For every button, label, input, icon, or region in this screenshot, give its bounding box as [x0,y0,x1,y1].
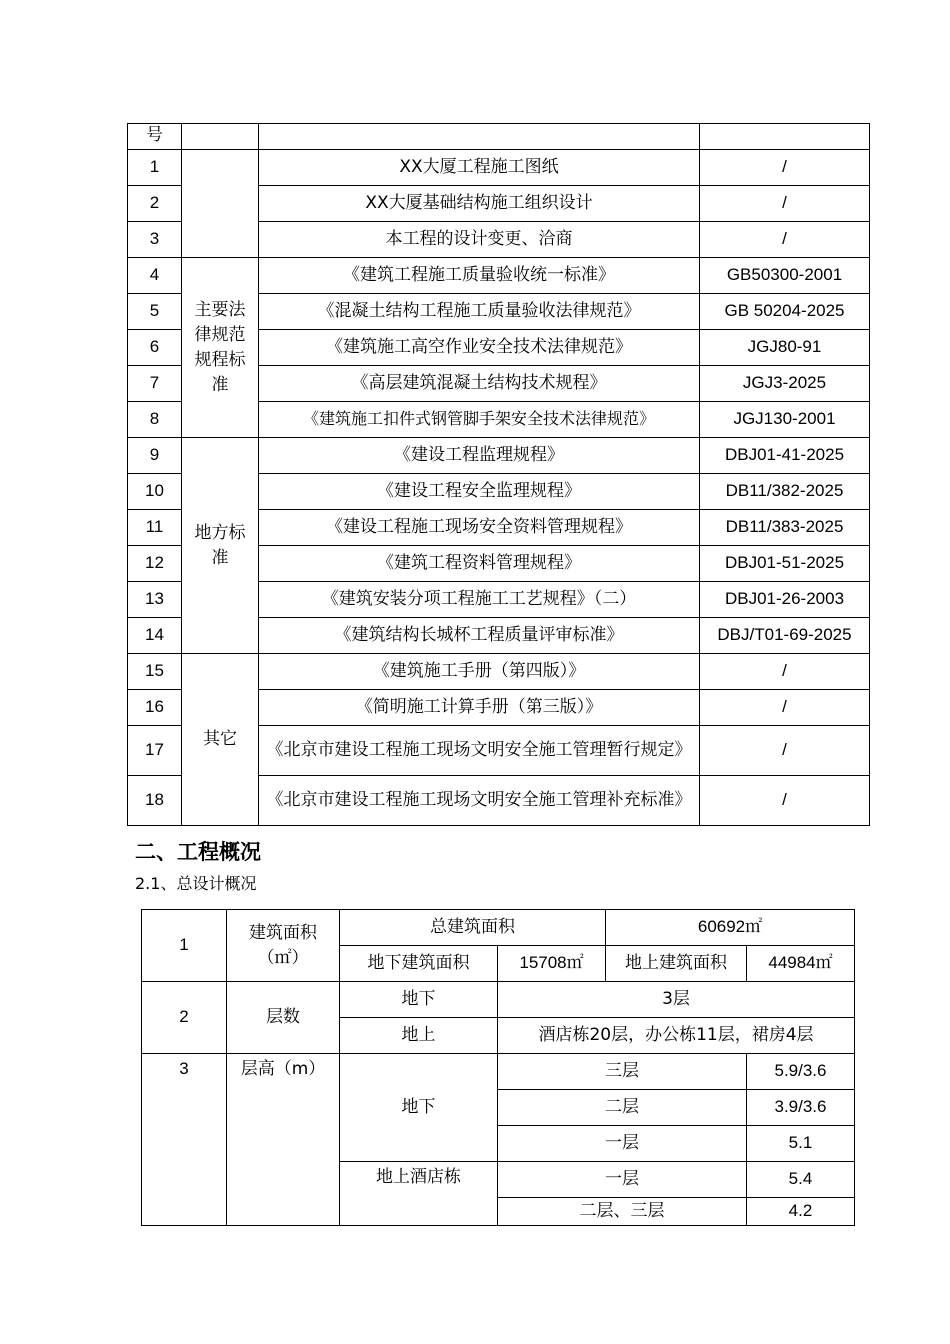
header-no: 号 [128,124,182,150]
row-code: JGJ80-91 [700,330,870,366]
row-no: 8 [128,402,182,438]
table-row [142,982,855,1018]
header-name [259,124,700,150]
floors-aboveground-label: 地上 [340,1018,498,1054]
floor-name: 三层 [498,1054,747,1090]
row-code: GB50300-2001 [700,258,870,294]
row-code: / [700,654,870,690]
floor-height: 5.1 [747,1126,855,1162]
header-category [182,124,259,150]
row-no: 3 [142,1054,227,1226]
row-code: JGJ130-2001 [700,402,870,438]
row-name: 《建设工程施工现场安全资料管理规程》 [259,510,700,546]
floor-name: 一层 [498,1126,747,1162]
row-no: 1 [128,150,182,186]
row-code: DB11/382-2025 [700,474,870,510]
row-no: 9 [128,438,182,474]
row-name: 《北京市建设工程施工现场文明安全施工管理补充标准》 [259,776,700,826]
floor-height: 5.4 [747,1162,855,1198]
row-code: / [700,726,870,776]
row-code: DB11/383-2025 [700,510,870,546]
row-code: / [700,186,870,222]
table-row [128,258,870,294]
floor-name: 一层 [498,1162,747,1198]
row-name: 《北京市建设工程施工现场文明安全施工管理暂行规定》 [259,726,700,776]
table-row [128,438,870,474]
row-no: 13 [128,582,182,618]
reference-table [127,123,870,826]
row-code: / [700,150,870,186]
row-name: 《混凝土结构工程施工质量验收法律规范》 [259,294,700,330]
row-name: 《建筑施工扣件式钢管脚手架安全技术法律规范》 [259,402,700,438]
table-row [128,654,870,690]
row-name: 本工程的设计变更、洽商 [259,222,700,258]
floor-name: 二层 [498,1090,747,1126]
underground-area-value: 15708㎡ [498,946,606,982]
row-no: 12 [128,546,182,582]
group-laws: 主要法律规范规程标准 [182,258,259,438]
row-no: 14 [128,618,182,654]
row-no: 5 [128,294,182,330]
header-code [700,124,870,150]
floor-height: 5.9/3.6 [747,1054,855,1090]
row-code: JGJ3-2025 [700,366,870,402]
table-row [142,910,855,946]
row-no: 18 [128,776,182,826]
floor-height: 3.9/3.6 [747,1090,855,1126]
underground-area-label: 地下建筑面积 [340,946,498,982]
row-no: 1 [142,910,227,982]
row-no: 7 [128,366,182,402]
aboveground-area-label: 地上建筑面积 [606,946,747,982]
table-row [142,1054,855,1090]
row-no: 2 [142,982,227,1054]
row-name: 《建筑工程施工质量验收统一标准》 [259,258,700,294]
total-area-value: 60692㎡ [606,910,855,946]
total-area-label: 总建筑面积 [340,910,606,946]
row-no: 2 [128,186,182,222]
row-name: 《建筑施工高空作业安全技术法律规范》 [259,330,700,366]
row-name: 《建设工程监理规程》 [259,438,700,474]
floor-name: 二层、三层 [498,1198,747,1226]
design-overview-table [141,909,855,1226]
row-code: GB 50204-2025 [700,294,870,330]
height-label: 层高（m） [227,1054,340,1226]
area-label: 建筑面积（㎡） [227,910,340,982]
row-name: XX大厦工程施工图纸 [259,150,700,186]
row-code: DBJ/T01-69-2025 [700,618,870,654]
row-no: 17 [128,726,182,776]
row-no: 10 [128,474,182,510]
row-no: 16 [128,690,182,726]
row-code: DBJ01-41-2025 [700,438,870,474]
aboveground-area-value: 44984㎡ [747,946,855,982]
row-code: DBJ01-51-2025 [700,546,870,582]
floors-aboveground-value: 酒店栋20层，办公栋11层，裙房4层 [498,1018,855,1054]
group-cell-empty [182,150,259,258]
row-name: 《建筑工程资料管理规程》 [259,546,700,582]
row-code: / [700,222,870,258]
floor-height: 4.2 [747,1198,855,1226]
row-code: DBJ01-26-2003 [700,582,870,618]
row-no: 4 [128,258,182,294]
height-hotel-label: 地上酒店栋 [340,1162,498,1226]
subsection-title: 2.1、总设计概况 [135,874,257,893]
row-name: 《建筑施工手册（第四版）》 [259,654,700,690]
floors-label: 层数 [227,982,340,1054]
row-code: / [700,690,870,726]
row-name: 《简明施工计算手册（第三版）》 [259,690,700,726]
row-no: 15 [128,654,182,690]
row-no: 11 [128,510,182,546]
floors-underground-label: 地下 [340,982,498,1018]
row-name: 《高层建筑混凝土结构技术规程》 [259,366,700,402]
table-row [128,150,870,186]
row-name: 《建筑安装分项工程施工工艺规程》（二） [259,582,700,618]
row-code: / [700,776,870,826]
row-no: 3 [128,222,182,258]
group-other: 其它 [182,654,259,826]
row-name: 《建筑结构长城杯工程质量评审标准》 [259,618,700,654]
section-title: 二、工程概况 [135,840,261,864]
group-local: 地方标准 [182,438,259,654]
row-no: 6 [128,330,182,366]
floors-underground-value: 3层 [498,982,855,1018]
row-name: 《建设工程安全监理规程》 [259,474,700,510]
row-name: XX大厦基础结构施工组织设计 [259,186,700,222]
height-underground-label: 地下 [340,1054,498,1162]
table-row [128,124,870,150]
